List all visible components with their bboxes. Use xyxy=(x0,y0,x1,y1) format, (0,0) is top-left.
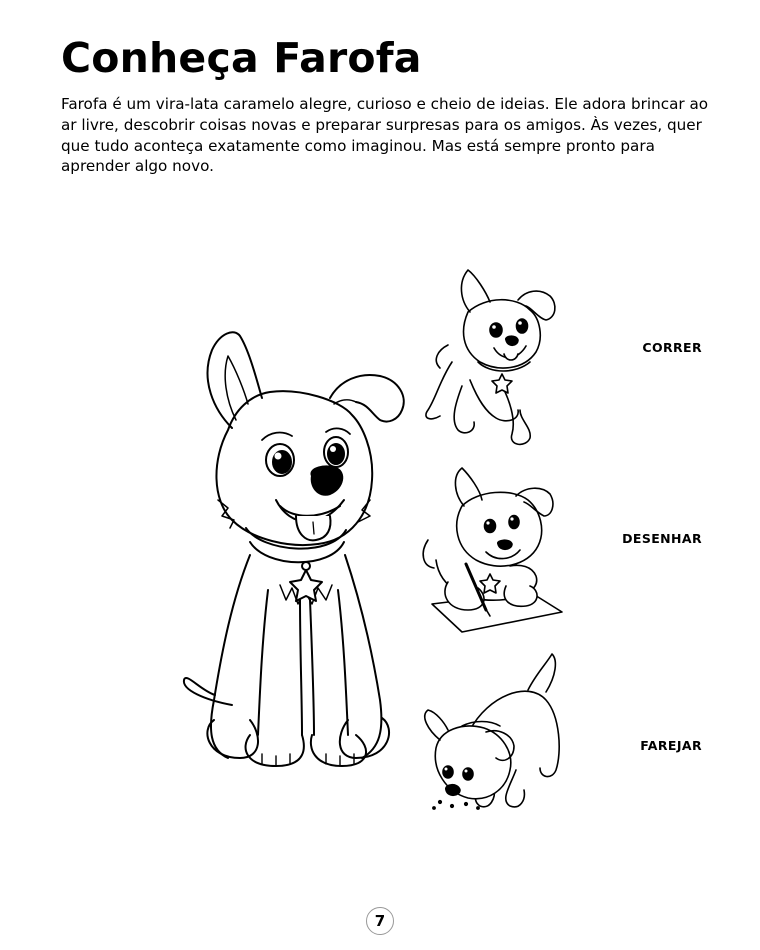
sniffing-puppy-illustration xyxy=(425,654,559,809)
page-number: 7 xyxy=(366,907,394,935)
sitting-puppy-illustration xyxy=(184,332,404,766)
drawing-puppy-illustration xyxy=(423,468,562,632)
activity-label-desenhar: DESENHAR xyxy=(622,531,702,546)
activity-label-farejar: FAREJAR xyxy=(640,738,702,753)
running-puppy-illustration xyxy=(426,270,555,444)
activity-label-correr: CORRER xyxy=(642,340,702,355)
page-title: Conheça Farofa xyxy=(61,34,422,82)
intro-paragraph: Farofa é um vira-lata caramelo alegre, curioso e cheio de ideias. Ele adora brincar ao ar livre, descobrir coisas novas e preparar surpresas para os amigos. Às vezes, quer que tudo aconteça exatamente como imaginou. Mas está sempre pronto para aprender algo novo. xyxy=(61,95,709,176)
